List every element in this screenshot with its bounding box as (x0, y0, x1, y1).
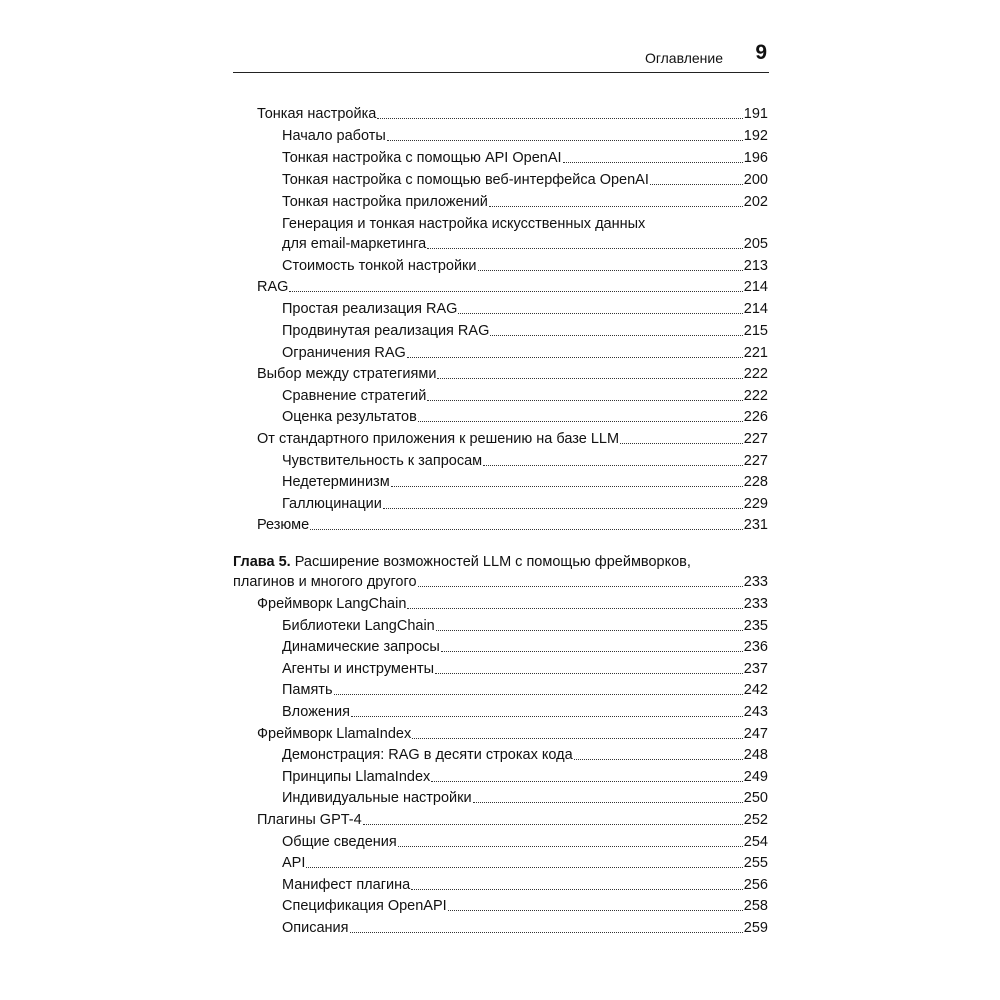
dot-leader (427, 248, 743, 249)
toc-entry-page: 213 (743, 258, 768, 274)
toc-entry[interactable] (233, 256, 768, 276)
toc-entry-page: 222 (743, 388, 768, 404)
toc-entry-page: 243 (743, 704, 768, 720)
toc-entry-page: 237 (743, 661, 768, 677)
dot-leader (407, 357, 743, 358)
toc-entry[interactable] (233, 853, 768, 873)
toc-entry[interactable] (233, 364, 768, 384)
toc-entry[interactable] (233, 104, 768, 124)
toc-entry-title: Фреймворк LangChain (257, 596, 407, 612)
dot-leader (574, 759, 743, 760)
dot-leader (306, 867, 742, 868)
dot-leader (418, 421, 743, 422)
toc-entry-page: 226 (743, 409, 768, 425)
toc-entry-page: 256 (743, 877, 768, 893)
toc-entry-title: Манифест плагина (282, 877, 411, 893)
toc-entry[interactable] (233, 321, 768, 341)
dot-leader (387, 140, 743, 141)
toc-entry-title: Общие сведения (282, 834, 397, 850)
toc-entry-page: 221 (743, 345, 768, 361)
toc-entry-title: Сравнение стратегий (282, 388, 427, 404)
toc-entry[interactable] (233, 451, 768, 471)
toc-entry[interactable] (233, 594, 768, 614)
dot-leader (391, 486, 743, 487)
toc-entry-title: Галлюцинации (282, 496, 382, 512)
dot-leader (431, 781, 743, 782)
dot-leader (448, 910, 743, 911)
toc-entry-page: 227 (743, 453, 768, 469)
toc-entry[interactable] (233, 702, 768, 722)
toc-entry-page: 258 (743, 898, 768, 914)
dot-leader (350, 932, 743, 933)
chapter-page: 233 (743, 574, 768, 590)
dot-leader (289, 291, 742, 292)
dot-leader (334, 694, 743, 695)
toc-entry-title: Демонстрация: RAG в десяти строках кода (282, 747, 573, 763)
toc-entry-page: 227 (743, 431, 768, 447)
chapter-title-line2: плагинов и многого другого (233, 574, 417, 590)
toc-entry[interactable] (233, 214, 768, 254)
toc-entry-page: 205 (743, 236, 768, 252)
chapter-title-line1: Расширение возможностей LLM с помощью фреймворков, (294, 554, 691, 570)
toc-entry[interactable] (233, 299, 768, 319)
toc-entry-title: Простая реализация RAG (282, 301, 458, 317)
toc-entry[interactable] (233, 788, 768, 808)
toc-entry-page: 214 (743, 279, 768, 295)
toc-entry[interactable] (233, 429, 768, 449)
toc-entry[interactable] (233, 724, 768, 744)
toc-entry-title: Ограничения RAG (282, 345, 406, 361)
toc-entry[interactable] (233, 343, 768, 363)
toc-entry-page: 231 (743, 517, 768, 533)
dot-leader (377, 118, 742, 119)
toc-entry-title: Принципы LlamaIndex (282, 769, 431, 785)
toc-entry-page: 255 (743, 855, 768, 871)
toc-entry-title: Тонкая настройка приложений (282, 194, 488, 210)
toc-entry-title: Описания (282, 920, 349, 936)
toc-entry[interactable] (233, 875, 768, 895)
toc-entry-title: Продвинутая реализация RAG (282, 323, 490, 339)
toc-entry-page: 196 (743, 150, 768, 166)
dot-leader (363, 824, 743, 825)
dot-leader (441, 651, 743, 652)
toc-entry-page: 235 (743, 618, 768, 634)
toc-entry-page: 192 (743, 128, 768, 144)
toc-entry-page: 215 (743, 323, 768, 339)
dot-leader (489, 206, 743, 207)
running-header-title: Оглавление (644, 50, 723, 66)
dot-leader (458, 313, 742, 314)
toc-entry-title: Спецификация OpenAPI (282, 898, 447, 914)
toc-entry-title: Библиотеки LangChain (282, 618, 435, 634)
dot-leader (650, 184, 743, 185)
toc-entry-title: Фреймворк LlamaIndex (257, 726, 412, 742)
dot-leader (351, 716, 743, 717)
toc-entry-page: 214 (743, 301, 768, 317)
toc-entry-title: Тонкая настройка с помощью веб-интерфейса OpenAI (282, 172, 649, 188)
toc-entry-title: API (282, 855, 306, 871)
running-header (233, 40, 769, 73)
toc-entry[interactable] (233, 515, 768, 535)
toc-entry[interactable] (233, 767, 768, 787)
toc-entry-page: 254 (743, 834, 768, 850)
dot-leader (436, 630, 743, 631)
toc-entry-title: Недетерминизм (282, 474, 390, 490)
toc-entry-title: Выбор между стратегиями (257, 366, 437, 382)
toc-entry[interactable] (233, 810, 768, 830)
toc-entry-page: 249 (743, 769, 768, 785)
toc-entry[interactable] (233, 896, 768, 916)
toc-entry-title: Начало работы (282, 128, 386, 144)
toc-entry-page: 259 (743, 920, 768, 936)
dot-leader (383, 508, 743, 509)
toc-entry-page: 248 (743, 747, 768, 763)
dot-leader (620, 443, 743, 444)
toc-entry-title: Чувствительность к запросам (282, 453, 483, 469)
toc-entry-title: Плагины GPT-4 (257, 812, 362, 828)
toc-entry[interactable] (233, 277, 768, 297)
toc-entry-title: От стандартного приложения к решению на базе LLM (257, 431, 620, 447)
toc-entry[interactable] (233, 680, 768, 700)
toc-entry[interactable] (233, 407, 768, 427)
toc-entry-page: 233 (743, 596, 768, 612)
toc-entry[interactable] (233, 832, 768, 852)
dot-leader (437, 378, 742, 379)
toc-entry-title: Стоимость тонкой настройки (282, 258, 477, 274)
toc-entry-title: RAG (257, 279, 289, 295)
page-number: 9 (755, 41, 767, 64)
toc-entry-title: Тонкая настройка (257, 106, 377, 122)
toc-entry-title: Оценка результатов (282, 409, 417, 425)
dot-leader (473, 802, 743, 803)
toc-entry[interactable] (233, 192, 768, 212)
dot-leader (310, 529, 743, 530)
dot-leader (483, 465, 743, 466)
toc-entry-page: 236 (743, 639, 768, 655)
chapter-label: Глава 5. (233, 554, 291, 570)
toc-entry[interactable] (233, 126, 768, 146)
toc-entry-page: 228 (743, 474, 768, 490)
toc-entry[interactable] (233, 148, 768, 168)
toc-entry-title-line1: Генерация и тонкая настройка искусственных данных (282, 216, 646, 232)
toc-entry-title: Память (282, 682, 333, 698)
toc-entry-page: 202 (743, 194, 768, 210)
toc-entry-title-line2: для email-маркетинга (282, 236, 427, 252)
toc-entry-page: 247 (743, 726, 768, 742)
dot-leader (490, 335, 742, 336)
dot-leader (412, 738, 743, 739)
dot-leader (411, 889, 743, 890)
toc-entry[interactable] (233, 494, 768, 514)
dot-leader (407, 608, 742, 609)
dot-leader (427, 400, 742, 401)
toc-entry[interactable] (233, 637, 768, 657)
toc-entry[interactable] (233, 918, 768, 938)
toc-entry-page: 229 (743, 496, 768, 512)
toc-entry-title: Индивидуальные настройки (282, 790, 472, 806)
toc-entry[interactable] (233, 616, 768, 636)
toc-entry-page: 250 (743, 790, 768, 806)
toc-entry-title: Агенты и инструменты (282, 661, 435, 677)
dot-leader (398, 846, 743, 847)
dot-leader (418, 586, 743, 587)
dot-leader (478, 270, 743, 271)
dot-leader (435, 673, 743, 674)
toc-entry-page: 242 (743, 682, 768, 698)
toc-entry-page: 252 (743, 812, 768, 828)
toc-entry-page: 191 (743, 106, 768, 122)
toc-entry-page: 200 (743, 172, 768, 188)
toc-entry[interactable] (233, 745, 768, 765)
toc-chapter-entry[interactable] (233, 552, 768, 592)
toc-entry-page: 222 (743, 366, 768, 382)
toc-entry-title: Резюме (257, 517, 310, 533)
dot-leader (563, 162, 743, 163)
toc-entry[interactable] (233, 386, 768, 406)
toc-entry[interactable] (233, 472, 768, 492)
toc-entry-title: Динамические запросы (282, 639, 440, 655)
toc-entry-title: Тонкая настройка с помощью API OpenAI (282, 150, 562, 166)
toc-entry[interactable] (233, 170, 768, 190)
toc-entry-title: Вложения (282, 704, 350, 720)
toc-entry[interactable] (233, 659, 768, 679)
